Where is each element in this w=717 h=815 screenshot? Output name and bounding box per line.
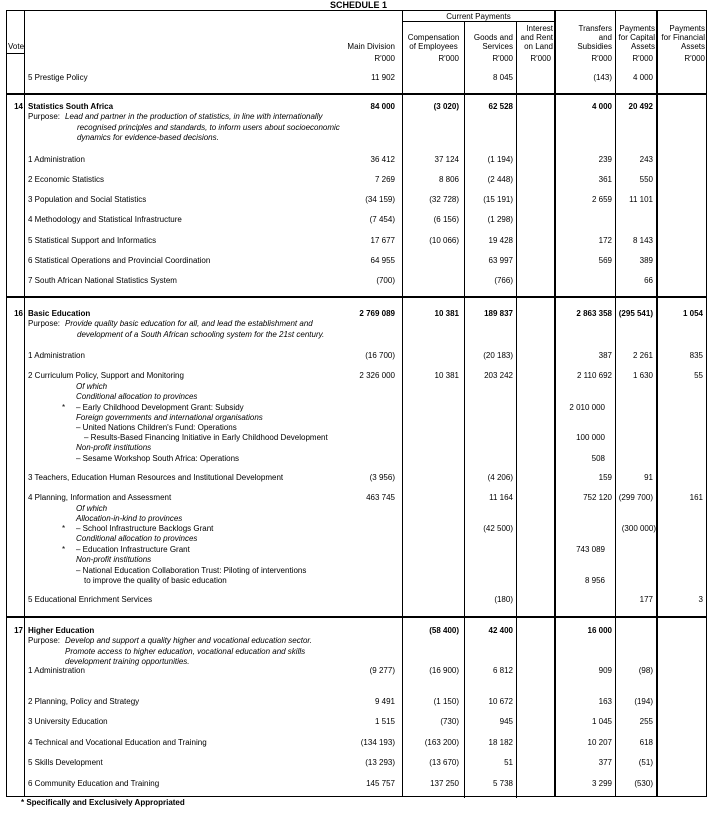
goods-value: 19 428 [488,236,513,245]
main-value: 1 515 [374,717,395,726]
star-marker: * [62,545,66,554]
comp-value: (1 150) [433,697,459,706]
transfers-value: 361 [598,175,612,184]
table-row [7,214,708,225]
row-label: 3 Population and Social Statistics [28,195,147,204]
comp-value: 37 124 [434,155,459,164]
vote-number: 17 [14,626,23,635]
goods-value: (1 194) [487,155,513,164]
main-value: (34 159) [365,195,395,204]
unit-label: R'000 [492,54,513,63]
table-row [7,696,708,707]
unit-label: R'000 [591,54,612,63]
row-divider [402,21,554,22]
table-row: 5 Educational Enrichment Services (180) 177 3 [28,595,703,604]
main-value: (700) [376,276,395,285]
vote-number: 16 [14,309,23,318]
transfers-value: 10 207 [587,738,612,747]
comp-value: (13 670) [429,758,459,767]
comp-value: (16 900) [429,666,459,675]
capital-value: 618 [639,738,653,747]
goods-value: 8 045 [492,73,513,82]
col-divider [516,22,517,798]
unit-label: R'000 [438,54,459,63]
star-marker: * [62,524,66,533]
financial-value: 1 054 [682,309,703,318]
header-financial: Payments for Financial Assets [661,24,705,51]
col-divider [402,11,403,796]
header-capital: Payments for Capital Assets [618,24,655,51]
col-divider [615,11,616,796]
unit-label: R'000 [530,54,551,63]
main-value: (9 277) [369,666,395,675]
capital-value: 4 000 [632,73,653,82]
transfers-value: 569 [598,256,612,265]
comp-value: (10 066) [429,236,459,245]
row-label: 2 Economic Statistics [28,175,105,184]
table-row: 1 Administration (16 700) (20 183) 387 2 261 835 [28,351,703,360]
unit-label: R'000 [374,54,395,63]
row-label: 5 Statistical Support and Informatics [28,236,157,245]
capital-value: 20 492 [628,102,653,111]
header-goods: Goods and Services [473,33,513,51]
vote-name: Basic Education [28,309,91,318]
row-label: 1 Administration [28,666,85,675]
row-divider [7,616,706,618]
vote-name: Statistics South Africa [28,102,114,111]
schedule-title: SCHEDULE 1 [329,0,387,10]
capital-value: 8 143 [632,236,653,245]
comp-value: (6 156) [433,215,459,224]
row-label: 3 University Education [28,717,108,726]
goods-value: 10 672 [488,697,513,706]
capital-value: 255 [639,717,653,726]
capital-value: (295 541) [618,309,653,318]
main-value: 145 757 [366,779,395,788]
transfers-value: 4 000 [591,102,612,111]
footnote: * Specifically and Exclusively Appropriated [21,798,185,807]
goods-value: 42 400 [488,626,513,635]
header-main-division: Main Division [347,42,395,51]
main-value: 9 491 [374,697,395,706]
comp-value: (32 728) [429,195,459,204]
comp-value: 8 806 [438,175,459,184]
capital-value: (530) [634,779,653,788]
comp-value: 137 250 [430,779,459,788]
main-division-value: 84 000 [370,102,395,111]
goods-value: (2 448) [487,175,513,184]
table-row [7,665,708,676]
vote-name: Higher Education [28,626,95,635]
col-divider [464,22,465,798]
capital-value: (51) [638,758,653,767]
compensation-value: (3 020) [433,102,459,111]
row-label: 4 Technical and Vocational Education and Training [28,738,207,747]
col-divider [24,11,25,796]
goods-value: 5 738 [492,779,513,788]
vote-number: 14 [14,102,23,111]
table-row [7,255,708,266]
main-value: 36 412 [370,155,395,164]
goods-value: 18 182 [488,738,513,747]
transfers-value: 377 [598,758,612,767]
transfers-value: (143) [593,73,612,82]
transfers-value: 163 [598,697,612,706]
goods-value: (15 191) [483,195,513,204]
header-vote: Vote [8,42,25,51]
row-label: 5 Prestige Policy [28,73,88,82]
header-transfers: Transfers and Subsidies [577,24,612,51]
vote-header-row [7,308,708,319]
vote-header-row [7,101,708,112]
goods-value: 62 528 [488,102,513,111]
star-marker: * [62,403,66,412]
capital-value: 66 [644,276,653,285]
transfers-value: 1 045 [591,717,612,726]
unit-label: R'000 [632,54,653,63]
comp-value: (730) [440,717,459,726]
main-value: 17 677 [370,236,395,245]
table-row [7,778,708,789]
header-interest: Interest and Rent on Land [520,24,553,51]
row-label: 2 Planning, Policy and Strategy [28,697,140,706]
main-value: (134 193) [360,738,395,747]
main-value: (13 293) [365,758,395,767]
capital-value: 389 [639,256,653,265]
table-row: 2 Curriculum Policy, Support and Monitoring 2 326 000 10 381 203 242 2 110 692 1 630 55 [28,371,703,380]
row-divider [7,296,706,298]
header-current-payments: Current Payments [446,12,511,21]
row-divider [7,93,706,95]
capital-value: 550 [639,175,653,184]
table-row: 3 Teachers, Education Human Resources and Institutional Development (3 956) (4 206) 159 91 [28,473,653,482]
table-row: 4 Planning, Information and Assessment 463 745 11 164 752 120 (299 700) 161 [28,493,703,502]
table-row [7,716,708,727]
main-division-value: 11 902 [371,73,395,82]
main-value: 64 955 [370,256,395,265]
compensation-value: 10 381 [434,309,459,318]
appropriation-table: Current Payments Vote Main Division Compensation of Employees Goods and Services Interest and Rent on Land Transfers and Subsidies Payments for Capital Assets Payments for Financial Assets R'000 R'000 R'000 R'000 R'000 R'000 R'000 5 Prestige Policy 11 902 8 045 (143) 4 000 14 Statistics South Africa 84 000 (3 020) 62 528 4 000 20 492 Purpose: Lead and partner in the production of statistics, in line with internationally recognised principles and standards, to inform users about socioeconomic dynamics for evidence-based decisions. 1 Administration 36 412 37 124 (1 194) 239 243 2 Economic Statistics 7 269 8 806 (2 448) 361 550 3 Population and Social Statistics (34 159) (32 728) (15 191) 2 659 11 101 4 Methodology and Statistical Infrastructure (7 454) (6 156) (1 298) 5 Statistical Support and Informatics 17 677 (10 066) 19 428 172 8 143 6 Statistical Operations and Provincial Coordination 64 955 63 997 569 389 7 South African National Statistics System (700) (766) 66 16 Basic Education 2 769 089 10 381 189 837 2 863 358 (295 541) 1 054 Purpose: Provide quality basic education for all, and lead the establishment and development of a South African schooling system for the 21st century. 1 Administration (16 700) (20 183) 387 2 261 835 2 Curriculum Policy, Support and Monitoring 2 326 000 10 381 203 242 2 110 692 1 630 55 Of which Conditional allocation to provinces * – Early Childhood Development Grant: Subsidy 2 010 000 Foreign governments and international organisations – United Nations Children's Fund: Operations – Results-Based Financing Initiative in Early Childhood Development 100 000 Non-profit institutions – Sesame Workshop South Africa: Operations 508 3 Teachers, Education Human Resources and Institutional Development (3 956) (4 206) 159 91 4 Planning, Information and Assessment 463 745 11 164 752 120 (299 700) 161 Of which Allocation-in-kind to provinces * – School Infrastructure Backlogs Grant (42 500) (300 000) Conditional allocation to provinces * – Education Infrastructure Grant 743 089 Non-profit institutions – National Education Collaboration Trust: Piloting of interventions to improve the quality of basic education 8 956 5 Educational Enrichment Services (180) 177 3 17 Higher Education (58 400) 42 400 16 000 Purpose: Develop and support a quality higher and vocational education sector. Promote access to higher education, vocational education and skills development training opportunities. 1 Administration (9 277) (16 900) 6 812 909 (98) 2 Planning, Policy and Strategy 9 491 (1 150) 10 672 163 (194) 3 University Education 1 515 (730) 945 1 045 255 4 Technical and Vocational Education and Training (134 193) (163 200) 18 182 10 207 618 5 Skills Development (13 293) (13 670) 51 377 (51) 6 Community Education and Training 145 757 137 250 5 738 3 299 (530) [6,10,707,797]
capital-value: 243 [639,155,653,164]
goods-value: 63 997 [488,256,513,265]
main-value: (7 454) [369,215,395,224]
row-label: 7 South African National Statistics System [28,276,177,285]
goods-value: (766) [494,276,513,285]
table-row [7,275,708,286]
row-divider [7,53,24,54]
compensation-value: (58 400) [429,626,459,635]
table-row [7,72,708,83]
goods-value: 945 [499,717,513,726]
table-row [7,154,708,165]
transfers-value: 2 659 [591,195,612,204]
main-division-value: 2 769 089 [359,309,395,318]
goods-value: 51 [504,758,513,767]
table-row [7,757,708,768]
capital-value: 11 101 [629,195,653,204]
table-row [7,737,708,748]
transfers-value: 2 863 358 [576,309,612,318]
row-label: 4 Methodology and Statistical Infrastructure [28,215,182,224]
row-label: 5 Skills Development [28,758,103,767]
table-row [7,194,708,205]
vote-header-row [7,625,708,636]
goods-value: (1 298) [487,215,513,224]
capital-value: (98) [638,666,653,675]
table-row [7,174,708,185]
row-label: 1 Administration [28,155,85,164]
unit-label: R'000 [684,54,705,63]
transfers-value: 3 299 [591,779,612,788]
goods-value: 6 812 [492,666,513,675]
row-label: 6 Statistical Operations and Provincial Coordination [28,256,211,265]
header-compensation: Compensation of Employees [407,33,460,51]
row-label: 6 Community Education and Training [28,779,160,788]
comp-value: (163 200) [424,738,459,747]
main-value: 7 269 [374,175,395,184]
transfers-value: 16 000 [587,626,612,635]
goods-value: 189 837 [484,309,513,318]
transfers-value: 172 [598,236,612,245]
transfers-value: 239 [598,155,612,164]
capital-value: (194) [634,697,653,706]
table-row [7,235,708,246]
col-divider [656,11,658,796]
transfers-value: 909 [598,666,612,675]
